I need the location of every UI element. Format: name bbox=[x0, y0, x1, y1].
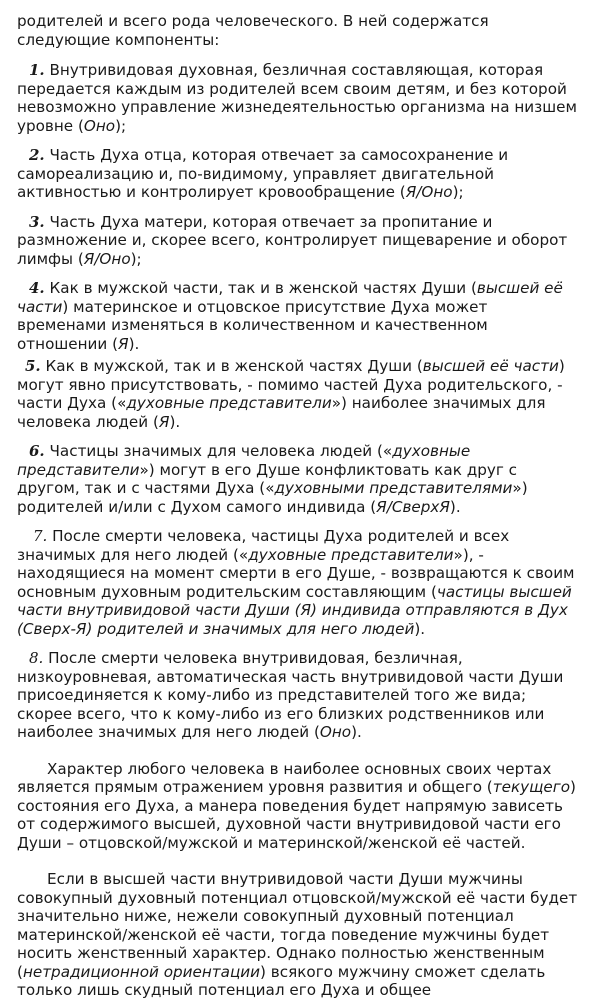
list-item-8: 8. После смерти человека внутривидовая, безличная, низкоуровневая, автоматическая часть внутривидовой части Души присоединяется к кому-либо из представителей того же вида; скорее всего, что к кому-либо из его близких родственников или наиболее значимых для него людей (Оно). bbox=[17, 649, 564, 741]
list-item-4: 4. Как в мужской части, так и в женской частях Души (высшей её части) материнское и отцовское присутствие Духа может временами изменяться в количественном и качественном отношении (Я). bbox=[17, 279, 563, 353]
list-item-1: 1. Внутривидовая духовная, безличная составляющая, которая передается каждым из родителей всем своим детям, и без которой невозможно управление жизнедеятельностью организма на низшем уровне (Оно); bbox=[17, 61, 577, 135]
item-number: 3. bbox=[29, 212, 45, 231]
paragraph-character: Характер любого человека в наиболее основных своих чертах является прямым отражением уровня развития и общего (текущего) состояния его Духа, а манера поведения будет напрямую зависеть от содержимого высшей, духовной части внутривидовой части его Души – отцовской/мужской и материнской/женской её частей. bbox=[17, 759, 576, 852]
list-item-2: 2. Часть Духа отца, которая отвечает за самосохранение и самореализацию и, по-видимому, управляет двигательной активностью и контролирует кровообращение (Я/Оно); bbox=[17, 146, 509, 201]
item-number: 8. bbox=[29, 649, 44, 667]
intro-text: родителей и всего рода человеческого. В ней содержатся следующие компоненты: bbox=[17, 12, 489, 49]
item-number: 7. bbox=[33, 527, 48, 545]
item-number: 5. bbox=[25, 357, 41, 375]
list-item-7: 7. После смерти человека, частицы Духа родителей и всех значимых для него людей («духовные представители»), - находящиеся на момент смерти в его Душе, - возвращаются к своим основным духовным родительским составляющим (частицы высшей части внутривидовой части Души (Я) индивида отправляются в Дух (Сверх-Я) родителей и значимых для него людей). bbox=[17, 527, 575, 638]
paragraph-male-soul: Если в высшей части внутривидовой части Души мужчины совокупный духовный потенциал отцовской/мужской её части будет значительно ниже, нежели совокупный духовный потенциал материнской/женской её части, тогда поведение мужчины будет носить женственный характер. Однако полностью женственным (нетрадиционной ориентации) всякого мужчину сможет сделать только лишь скудный потенциал его Духа и общее bbox=[17, 870, 578, 999]
list-item-6: 6. Частицы значимых для человека людей («духовные представители») могут в его Душе конфликтовать как друг с другом, так и с частями Духа («духовными представителями») родителей и/или с Духом самого индивида (Я/СверхЯ). bbox=[17, 442, 528, 516]
item-number: 2. bbox=[29, 146, 45, 164]
list-item-5: 5. Как в мужской, так и в женской частях Души (высшей её части) могут явно присутствовать, - помимо частей Духа родительского, - части Духа («духовные представители») наиболее значимых для человека людей (Я). bbox=[17, 357, 565, 431]
list-item-3: 3. Часть Духа матери, которая отвечает за пропитание и размножение и, скорее всего, контролирует пищеварение и оборот лимфы (Я/Оно); bbox=[17, 212, 568, 268]
item-number: 1. bbox=[29, 61, 45, 79]
item-number: 6. bbox=[29, 442, 45, 460]
item-number: 4. bbox=[29, 279, 45, 297]
